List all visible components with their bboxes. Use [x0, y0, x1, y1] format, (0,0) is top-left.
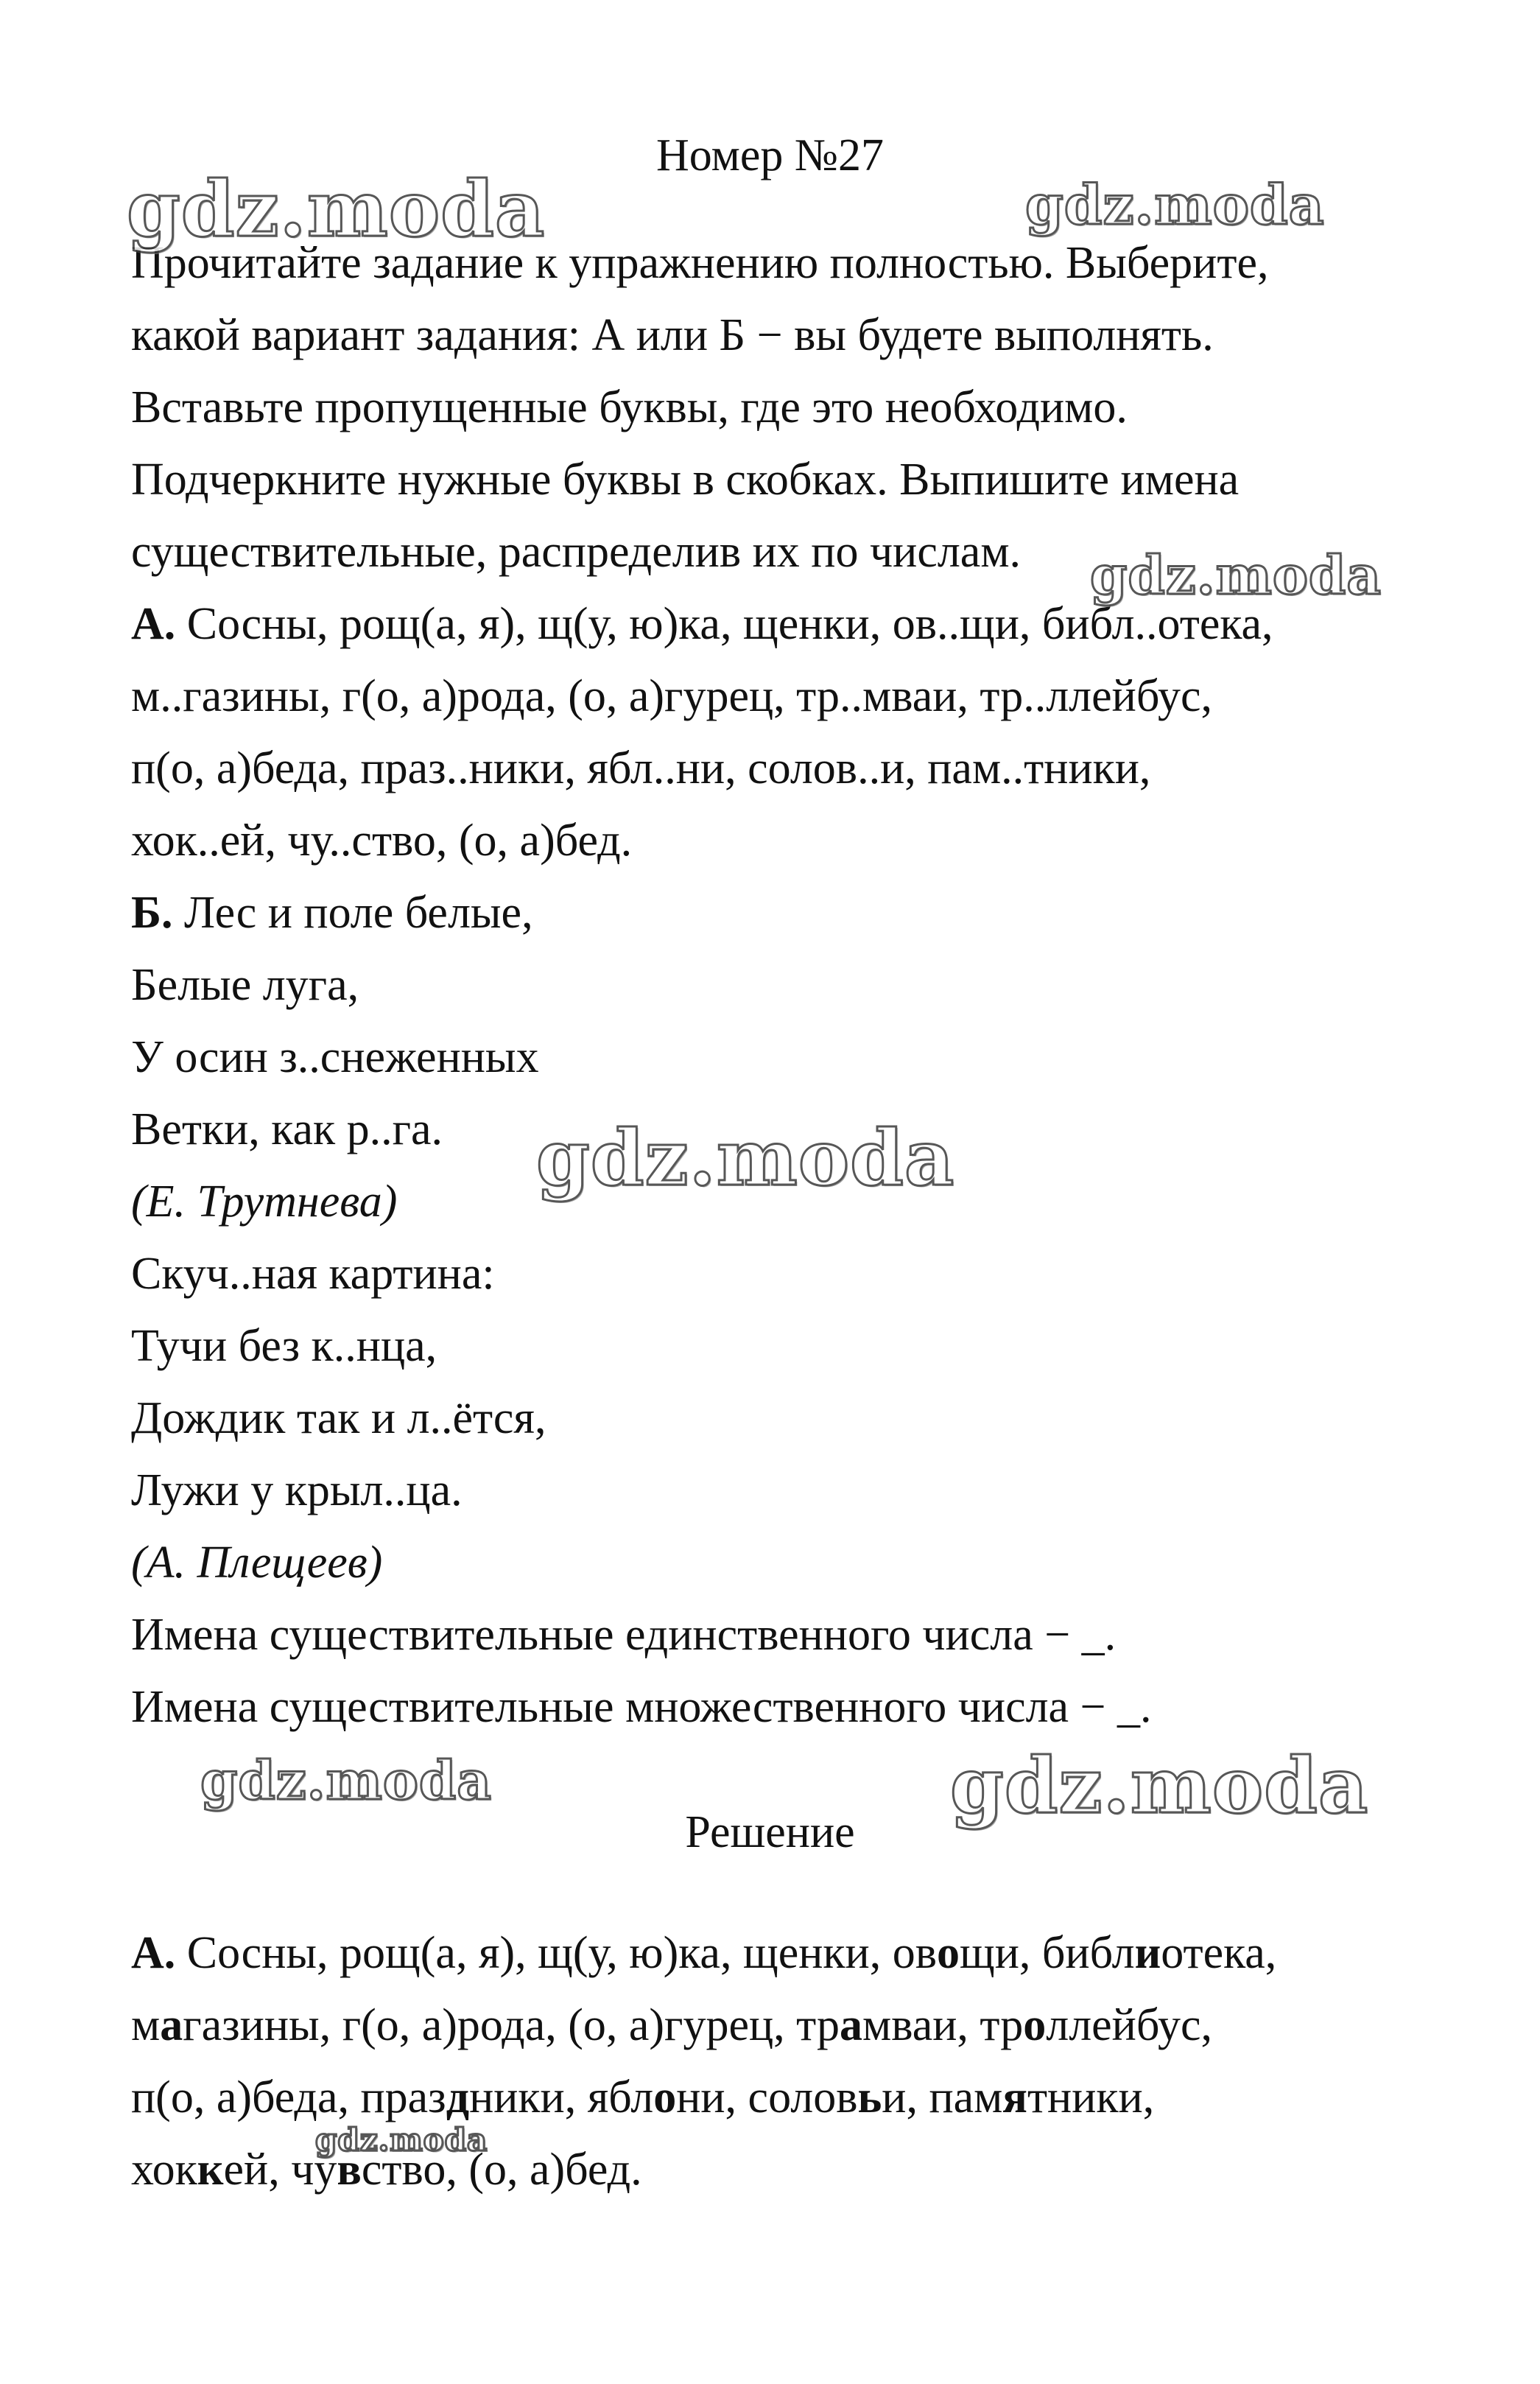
solution-text: ники, ябл [469, 2072, 654, 2122]
poem1-author: (Е. Трутнева) [131, 1177, 398, 1227]
solution-text: щи, библ [959, 1928, 1135, 1978]
variant-a-label: А. [131, 599, 176, 649]
poem1-line-4: Ветки, как р..га. [131, 1104, 443, 1154]
page-title: Номер №27 [655, 130, 884, 180]
variant-a-line-4: хок..ей, чу..ство, (о, а)бед. [131, 816, 633, 866]
solution-text: тники, [1027, 2072, 1155, 2122]
watermark: gdz.moda [315, 2122, 488, 2158]
solution-text: отека, [1161, 1928, 1277, 1978]
solution-text: п(о, а)беда, праз [131, 2072, 446, 2122]
instruction-line-2: какой вариант задания: А или Б − вы будете выполнять. [131, 310, 1214, 360]
variant-a-text-1: Сосны, рощ(а, я), щ(у, ю)ка, щенки, ов..щи, библ..отека, [175, 599, 1273, 649]
inserted-letter: о [653, 2072, 677, 2122]
inserted-letter: а [840, 2000, 862, 2050]
solution-text: и, пам [882, 2072, 1003, 2122]
poem2-line-2: Тучи без к..нца, [131, 1321, 437, 1371]
solution-line-2 [131, 2002, 1212, 2048]
solution-text: мваи, тр [862, 2000, 1024, 2050]
watermark: gdz.moda [127, 164, 546, 254]
poem1-line-3: У осин з..снеженных [131, 1032, 539, 1082]
prompt-plural: Имена существительные множественного числа − _. [131, 1682, 1152, 1732]
poem1-line-2: Белые луга, [131, 960, 359, 1010]
inserted-letter: и [1134, 1928, 1161, 1978]
inserted-letter: к [197, 2145, 224, 2195]
instruction-line-3: Вставьте пропущенные буквы, где это необходимо. [131, 382, 1128, 432]
poem2-line-4: Лужи у крыл..ца. [131, 1465, 463, 1515]
solution-text: хок [131, 2145, 197, 2195]
watermark: gdz.moda [536, 1112, 955, 1203]
instruction-line-5: существительные, распределив их по числам. [131, 527, 1022, 577]
variant-b-label: Б. [131, 888, 173, 938]
inserted-letter: я [1002, 2072, 1027, 2122]
watermark: gdz.moda [1025, 174, 1325, 237]
solution-line-3 [131, 2072, 1155, 2122]
poem2-line-3: Дождик так и л..ётся, [131, 1393, 546, 1443]
instruction-line-4: Подчеркните нужные буквы в скобках. Выпишите имена [131, 455, 1240, 505]
instruction-line-1: Прочитайте задание к упражнению полностью. Выберите, [131, 238, 1269, 288]
inserted-letter: д [446, 2072, 470, 2122]
solution-text: ство, (о, а)бед. [361, 2145, 642, 2195]
variant-a-line-3: п(о, а)беда, праз..ники, ябл..ни, солов..и, пам..тники, [131, 743, 1151, 793]
inserted-letter: о [1023, 2000, 1047, 2050]
variant-a-line-1 [131, 601, 1273, 647]
watermark: gdz.moda [200, 1749, 492, 1812]
solution-text: ей, чу [223, 2145, 337, 2195]
prompt-singular: Имена существительные единственного числа − _. [131, 1610, 1117, 1660]
inserted-letter: ь [857, 2072, 882, 2122]
variant-b-line-1 [131, 890, 533, 936]
solution-text: газины, г(о, а)рода, (о, а)гурец, тр [183, 2000, 840, 2050]
solution-text: ллейбус, [1046, 2000, 1213, 2050]
inserted-letter: в [337, 2145, 362, 2195]
solution-line-1 [131, 1930, 1276, 1976]
solution-label: А. [131, 1928, 176, 1978]
solution-line-4 [131, 2145, 642, 2195]
solution-heading: Решение [685, 1807, 855, 1857]
inserted-letter: а [160, 2000, 183, 2050]
solution-text: ни, солов [676, 2072, 858, 2122]
inserted-letter: о [936, 1928, 960, 1978]
poem2-line-1: Скуч..ная картина: [131, 1249, 495, 1299]
poem2-author: (А. Плещеев) [131, 1538, 383, 1588]
watermark: gdz.moda [950, 1740, 1369, 1831]
solution-text: м [131, 2000, 161, 2050]
variant-b-text-1: Лес и поле белые, [172, 888, 533, 938]
solution-text: Сосны, рощ(а, я), щ(у, ю)ка, щенки, ов [175, 1928, 937, 1978]
watermark: gdz.moda [1090, 544, 1382, 606]
variant-a-line-2: м..газины, г(о, а)рода, (о, а)гурец, тр..мваи, тр..ллейбус, [131, 671, 1213, 721]
